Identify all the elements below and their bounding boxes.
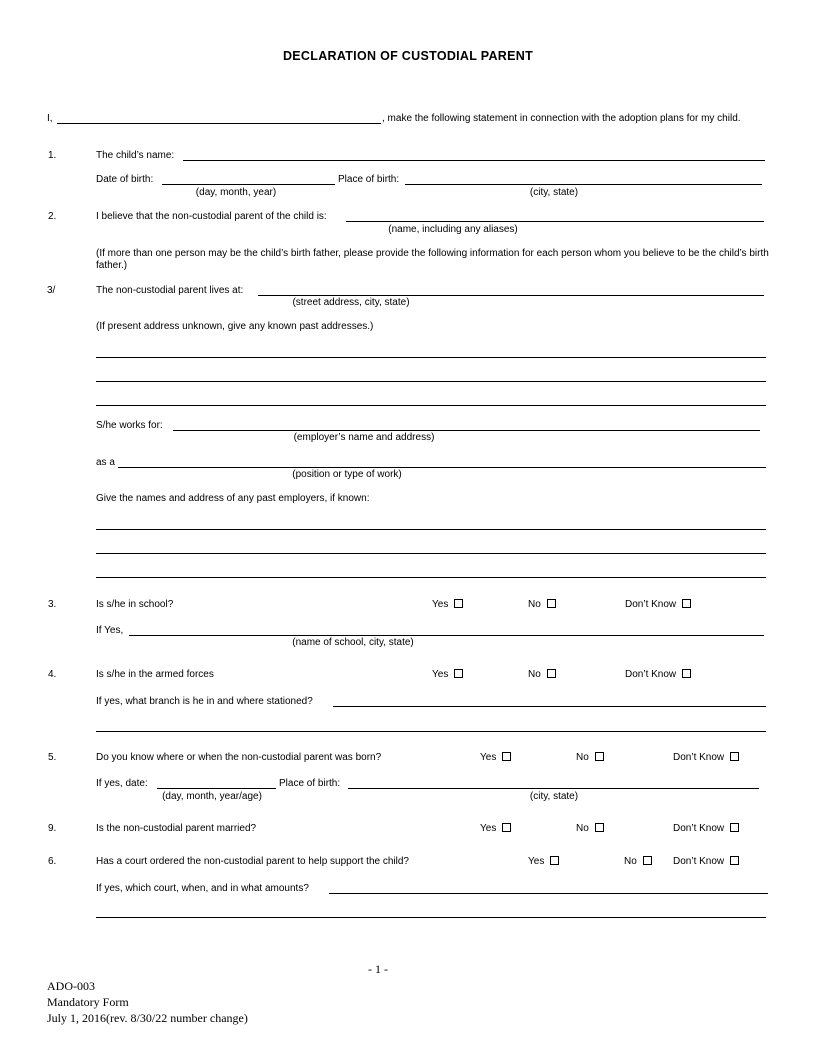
support-yes-option[interactable]: Yes [528,856,559,868]
support-court-label: If yes, which court, when, and in what amounts? [96,883,309,894]
married-yes-option[interactable]: Yes [480,823,511,835]
parent-birth-question: Do you know where or when the non-custodial parent was born? [96,752,382,763]
section-5-number: 5. [48,752,57,763]
section-6-number: 6. [48,856,57,867]
armed-dont-know-option[interactable]: Don’t Know [625,669,691,681]
section-3b-number: 3. [48,599,57,610]
intro-suffix: , make the following statement in connection with the adoption plans for my child. [382,113,741,124]
birth-father-note: (If more than one person may be the child’s birth father, please provide the following information for each person whom you believe to be the child’s birth father.) [96,248,769,271]
school-no-option[interactable]: No [528,599,556,611]
armed-forces-question: Is s/he in the armed forces [96,669,214,680]
birth-yes-option[interactable]: Yes [480,752,511,764]
married-dont-know-checkbox[interactable] [730,823,739,832]
school-question: Is s/he in school? [96,599,174,610]
armed-no-checkbox[interactable] [547,669,556,678]
support-dont-know-option[interactable]: Don’t Know [673,856,739,868]
birth-dont-know-checkbox[interactable] [730,752,739,761]
past-employers-line-3[interactable] [96,577,766,578]
section-4-number: 4. [48,669,57,680]
form-title: DECLARATION OF CUSTODIAL PARENT [282,49,534,63]
section-1-number: 1. [48,150,57,161]
married-yes-checkbox[interactable] [502,823,511,832]
parent-birth-place-label: Place of birth: [279,778,341,789]
armed-no-option[interactable]: No [528,669,556,681]
school-dont-know-option[interactable]: Don’t Know [625,599,691,611]
form-revision: July 1, 2016(rev. 8/30/22 number change) [47,1011,248,1025]
child-dob-label: Date of birth: [96,174,154,185]
child-pob-label: Place of birth: [338,174,400,185]
child-pob-field[interactable] [405,184,762,185]
section-3a-number: 3/ [47,285,56,296]
school-yes-option[interactable]: Yes [432,599,463,611]
birth-dont-know-option[interactable]: Don’t Know [673,752,739,764]
intro-prefix: I, [47,113,53,124]
birth-no-checkbox[interactable] [595,752,604,761]
works-for-label: S/he works for: [96,420,163,431]
school-if-yes-label: If Yes, [96,625,124,636]
section-2-number: 2. [48,211,57,222]
declarant-name-field[interactable] [57,123,381,124]
support-dont-know-checkbox[interactable] [730,856,739,865]
support-question: Has a court ordered the non-custodial parent to help support the child? [96,856,409,867]
past-employers-line-2[interactable] [96,553,766,554]
support-no-option[interactable]: No [624,856,652,868]
past-address-note: (If present address unknown, give any known past addresses.) [96,321,374,332]
past-address-line-1[interactable] [96,357,766,358]
lives-at-label: The non-custodial parent lives at: [96,285,244,296]
past-employers-line-1[interactable] [96,529,766,530]
birth-no-option[interactable]: No [576,752,604,764]
form-type: Mandatory Form [47,995,129,1009]
support-yes-checkbox[interactable] [550,856,559,865]
non-custodial-parent-name-field[interactable] [346,221,764,222]
child-dob-field[interactable] [162,184,335,185]
armed-yes-checkbox[interactable] [454,669,463,678]
armed-branch-label: If yes, what branch is he in and where stationed? [96,696,313,707]
non-custodial-parent-label: I believe that the non-custodial parent of the child is: [96,211,327,222]
page-number: - 1 - [368,962,388,976]
child-name-field[interactable] [183,160,765,161]
armed-branch-line-2[interactable] [96,731,766,732]
support-court-line-2[interactable] [96,917,766,918]
armed-dont-know-checkbox[interactable] [682,669,691,678]
parent-birth-place-field[interactable] [348,788,759,789]
school-yes-checkbox[interactable] [454,599,463,608]
school-dont-know-checkbox[interactable] [682,599,691,608]
form-code: ADO-003 [47,979,95,993]
married-no-checkbox[interactable] [595,823,604,832]
past-address-line-2[interactable] [96,381,766,382]
as-a-label: as a [96,457,115,468]
armed-branch-field[interactable] [333,706,766,707]
married-question: Is the non-custodial parent married? [96,823,257,834]
married-dont-know-option[interactable]: Don’t Know [673,823,739,835]
school-name-field[interactable] [129,635,764,636]
support-court-field[interactable] [329,893,768,894]
past-address-line-3[interactable] [96,405,766,406]
past-employers-label: Give the names and address of any past employers, if known: [96,493,370,504]
position-field[interactable] [118,467,766,468]
armed-yes-option[interactable]: Yes [432,669,463,681]
works-for-field[interactable] [173,430,760,431]
parent-birth-date-field[interactable] [157,788,276,789]
section-9-number: 9. [48,823,57,834]
child-name-label: The child’s name: [96,150,175,161]
school-no-checkbox[interactable] [547,599,556,608]
support-no-checkbox[interactable] [643,856,652,865]
parent-birth-date-label: If yes, date: [96,778,148,789]
birth-yes-checkbox[interactable] [502,752,511,761]
lives-at-field[interactable] [258,295,764,296]
married-no-option[interactable]: No [576,823,604,835]
